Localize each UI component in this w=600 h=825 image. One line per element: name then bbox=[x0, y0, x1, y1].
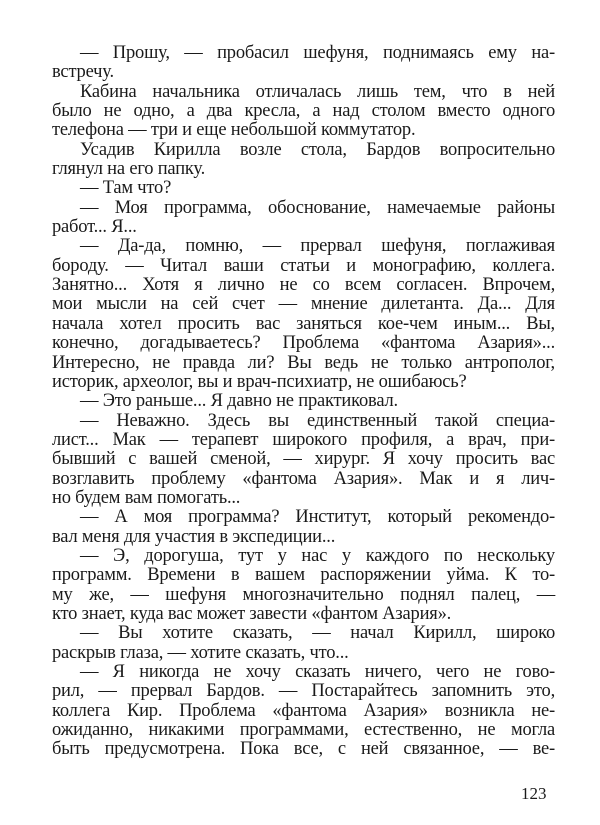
text-line: конечно, догадываетесь? Проблема «фантома Азария»... bbox=[52, 333, 555, 354]
text-line: раскрыв глаза, — хотите сказать, что... bbox=[52, 642, 349, 663]
paragraph bbox=[52, 179, 555, 198]
text-line: телефона — три и еще небольшой коммутатор. bbox=[52, 120, 416, 141]
paragraph bbox=[52, 624, 555, 663]
text-line: мои мысли на сей счет — мнение дилетанта. Да... Для bbox=[52, 294, 555, 315]
paragraph bbox=[52, 508, 555, 547]
text-line: лист... Мак — терапевт широкого профиля, а врач, при- bbox=[52, 429, 555, 450]
text-line: коллега Кир. Проблема «фантома Азария» возникла не- bbox=[52, 700, 555, 721]
paragraph bbox=[52, 141, 555, 180]
text-line: Усадив Кирилла возле стола, Бардов вопросительно bbox=[80, 139, 555, 160]
text-line: вал меня для участия в экспедиции... bbox=[52, 526, 336, 547]
text-line: бывший с вашей сменой, — хирург. Я хочу просить вас bbox=[52, 449, 555, 470]
page-body-text bbox=[52, 44, 555, 760]
paragraph bbox=[52, 199, 555, 238]
text-line: рил, — прервал Бардов. — Постарайтесь запомнить это, bbox=[52, 681, 555, 702]
paragraph bbox=[52, 83, 555, 141]
text-line: программ. Времени в вашем распоряжении уйма. К то- bbox=[52, 565, 555, 586]
text-line: — Э, дорогуша, тут у нас у каждого по нескольку bbox=[80, 545, 555, 566]
text-line: кто знает, куда вас может завести «фантом Азария». bbox=[52, 603, 452, 624]
text-line: Занятно... Хотя я лично не со всем согласен. Впрочем, bbox=[52, 275, 555, 296]
paragraph bbox=[52, 412, 555, 509]
text-line: Кабина начальника отличалась лишь тем, что в ней bbox=[80, 81, 555, 102]
text-line: — Там что? bbox=[80, 178, 172, 199]
paragraph bbox=[52, 44, 555, 83]
text-line: бороду. — Читал ваши статьи и монографию, коллега. bbox=[52, 255, 555, 276]
text-line: Интересно, не правда ли? Вы ведь не только антрополог, bbox=[52, 352, 555, 373]
text-line: работ... Я... bbox=[52, 217, 137, 238]
page-number: 123 bbox=[521, 784, 547, 803]
text-line: — А моя программа? Институт, который рекомендо- bbox=[80, 507, 555, 528]
text-line: ожиданно, никакими программами, естественно, не могла bbox=[52, 720, 555, 741]
text-line: — Это раньше... Я давно не практиковал. bbox=[80, 391, 398, 412]
text-line: возглавить проблему «фантома Азария». Мак и я лич- bbox=[52, 468, 555, 489]
text-line: начала хотел просить вас заняться кое-чем иным... Вы, bbox=[52, 313, 555, 334]
text-line: встречу. bbox=[52, 62, 114, 83]
text-line: — Моя программа, обоснование, намечаемые районы bbox=[80, 197, 555, 218]
text-line: — Прошу, — пробасил шефуня, поднимаясь ему на- bbox=[80, 43, 555, 63]
text-line: му же, — шефуня многозначительно поднял палец, — bbox=[52, 584, 555, 605]
text-line: — Да-да, помню, — прервал шефуня, поглаживая bbox=[80, 236, 555, 257]
paragraph bbox=[52, 663, 555, 760]
text-line: глянул на его папку. bbox=[52, 159, 206, 180]
text-line: но будем вам помогать... bbox=[52, 487, 241, 508]
paragraph bbox=[52, 237, 555, 392]
paragraph bbox=[52, 547, 555, 624]
text-line: историк, археолог, вы и врач-психиатр, не ошибаюсь? bbox=[52, 371, 467, 392]
text-line: — Я никогда не хочу сказать ничего, чего не гово- bbox=[80, 662, 555, 682]
text-line: было не одно, а два кресла, а над столом вместо одного bbox=[52, 101, 555, 122]
text-line: — Неважно. Здесь вы единственный такой специа- bbox=[80, 410, 555, 431]
text-line: — Вы хотите сказать, — начал Кирилл, широко bbox=[80, 623, 555, 644]
text-line: быть предусмотрена. Пока все, с ней связанное, — ве- bbox=[52, 739, 555, 760]
paragraph bbox=[52, 392, 555, 411]
